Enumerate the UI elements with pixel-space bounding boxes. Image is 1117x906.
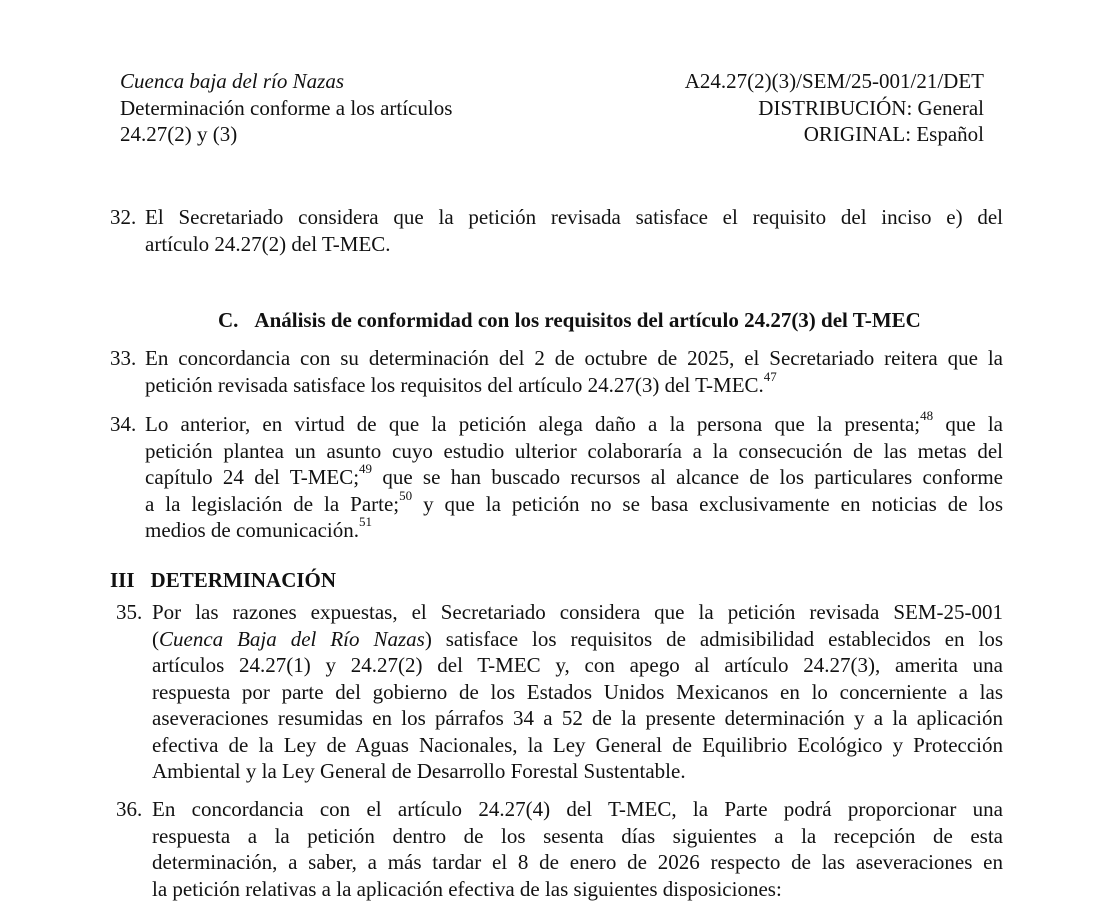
paragraph-line: Ambiental y la Ley General de Desarrollo Forestal Sustentable. (152, 759, 686, 783)
paragraph-32 (110, 204, 1003, 257)
paragraph-line: respuesta por parte del gobierno de los Estados Unidos Mexicanos en lo concerniente a las (152, 679, 1003, 704)
paragraph-33 (110, 345, 1003, 398)
section-c-heading (218, 307, 921, 334)
document-header-left (120, 68, 540, 148)
paragraph-line-text: y que la petición no se basa exclusivamente en noticias de los (412, 491, 1003, 516)
section-title: DETERMINACIÓN (150, 568, 337, 592)
document-code: A24.27(2)(3)/SEM/25-001/21/DET (684, 69, 984, 93)
paragraph-line: En concordancia con su determinación del 2 de octubre de 2025, el Secretariado reitera que la (145, 346, 1003, 370)
document-subtitle-line-1: Determinación conforme a los artículos (120, 95, 453, 120)
paragraph-line (145, 408, 1003, 438)
petition-name: Cuenca Baja del Río Nazas (159, 626, 425, 651)
paragraph-line: Por las razones expuestas, el Secretariado considera que la petición revisada SEM-25-001 (152, 600, 1003, 624)
paragraph-line: El Secretariado considera que la petición revisada satisface el requisito del inciso e) del (145, 205, 1003, 229)
original-language-label: ORIGINAL: Español (803, 122, 984, 146)
paragraph-line-text: a la legislación de la Parte; (145, 491, 400, 516)
paragraph-number: 36. (116, 797, 143, 821)
paragraph-number: 33. (110, 346, 137, 370)
paragraph-line (145, 487, 1003, 518)
paragraph-line: artículos 24.27(1) y 24.27(2) del T-MEC y, con apego al artículo 24.27(3), amerita una (152, 653, 1003, 677)
paragraph-34 (110, 408, 1003, 544)
paragraph-line: En concordancia con el artículo 24.27(4) del T-MEC, la Parte podrá proporcionar una (152, 797, 1003, 821)
paragraph-line-text: ( (152, 626, 159, 651)
paragraph-number: 32. (110, 205, 137, 229)
paragraph-line-text: que la (933, 412, 1003, 436)
document-header-right (564, 68, 984, 148)
distribution-label: DISTRIBUCIÓN: General (758, 95, 984, 120)
footnote-ref-48[interactable]: 48 (920, 408, 934, 423)
paragraph-line: petición plantea un asunto cuyo estudio ulterior colaboraría a la consecución de las metas del (145, 438, 1003, 463)
footnote-ref-50[interactable]: 50 (399, 487, 413, 503)
section-label: III (110, 568, 135, 592)
paragraph-number: 34. (110, 412, 137, 436)
section-title: Análisis de conformidad con los requisitos del artículo 24.27(3) del T-MEC (254, 308, 921, 332)
paragraph-line: efectiva de la Ley de Aguas Nacionales, la Ley General de Equilibrio Ecológico y Protección (152, 732, 1003, 757)
paragraph-line: respuesta a la petición dentro de los sesenta días siguientes a la recepción de esta (152, 823, 1003, 848)
section-iii-heading (110, 567, 336, 594)
paragraph-line-text: Lo anterior, en virtud de que la petición alega daño a la persona que la presenta; (145, 412, 921, 436)
paragraph-line-text: petición revisada satisface los requisitos del artículo 24.27(3) del T-MEC. (145, 372, 764, 397)
footnote-ref-51[interactable]: 51 (359, 514, 373, 529)
paragraph-line-text: capítulo 24 del T-MEC; (145, 465, 360, 489)
paragraph-number: 35. (116, 600, 143, 624)
paragraph-line: aseveraciones resumidas en los párrafos 34 a 52 de la presente determinación y a la aplicación (152, 706, 1003, 730)
footnote-ref-49[interactable]: 49 (359, 461, 373, 476)
footnote-ref-47[interactable]: 47 (763, 368, 777, 384)
paragraph-line-text: medios de comunicación. (145, 518, 360, 542)
paragraph-line: determinación, a saber, a más tardar el 8 de enero de 2026 respecto de las aseveraciones en (152, 850, 1003, 874)
document-subtitle-line-2: 24.27(2) y (3) (120, 122, 238, 146)
paragraph-line (145, 514, 1003, 544)
paragraph-line (145, 368, 1003, 399)
paragraph-line-text: que se han buscado recursos al alcance de los particulares conforme (372, 465, 1003, 489)
paragraph-35 (116, 599, 1003, 785)
document-short-title: Cuenca baja del río Nazas (120, 69, 344, 93)
paragraph-line (152, 626, 1003, 653)
paragraph-line-text: ) satisface los requisitos de admisibilidad establecidos en los (424, 626, 1004, 651)
paragraph-line (145, 461, 1003, 491)
paragraph-line: artículo 24.27(2) del T-MEC. (145, 231, 391, 256)
paragraph-36 (116, 796, 1003, 902)
paragraph-line: la petición relativas a la aplicación efectiva de las siguientes disposiciones: (152, 876, 782, 901)
section-label: C. (218, 308, 239, 332)
